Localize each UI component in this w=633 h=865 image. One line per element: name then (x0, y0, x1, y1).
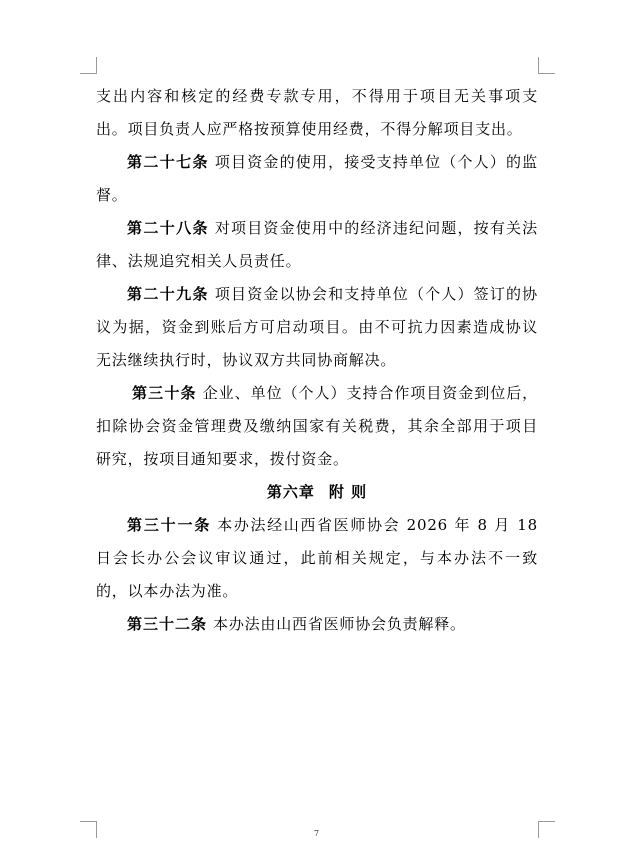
page-number: 7 (313, 829, 320, 838)
article-number: 第二十九条 (127, 285, 209, 303)
chapter-number: 第六章 (266, 483, 315, 501)
article-number: 第三十二条 (127, 615, 208, 633)
article-29 (96, 278, 538, 377)
article-text: 本办法由山西省医师协会负责解释。 (213, 615, 466, 633)
document-body (96, 80, 538, 641)
chapter-title: 附 则 (328, 483, 368, 501)
article-number: 第二十七条 (127, 153, 209, 171)
article-28 (96, 212, 538, 278)
article-text: 对项目资金使用中的经济违纪问题，按有关法律、法规追究相关人员责任。 (96, 219, 538, 270)
article-27 (96, 146, 538, 212)
article-number: 第三十一条 (127, 516, 212, 534)
continued-paragraph: 支出内容和核定的经费专款专用，不得用于项目无关事项支出。项目负责人应严格按预算使用经费，不得分解项目支出。 (96, 87, 538, 138)
crop-mark-top-right (538, 57, 555, 74)
article-number: 第二十八条 (127, 219, 209, 237)
article-number: 第三十条 (132, 384, 197, 402)
article-text: 企业、单位（个人）支持合作项目资金到位后，扣除协会资金管理费及缴纳国家有关税费，其余全部用于项目研究，按项目通知要求，拨付资金。 (96, 384, 538, 468)
article-text: 项目资金的使用，接受支持单位（个人）的监督。 (96, 153, 538, 204)
chapter-heading (96, 476, 538, 509)
article-30 (96, 377, 538, 476)
crop-mark-top-left (80, 57, 97, 74)
article-text: 项目资金以协会和支持单位（个人）签订的协议为据，资金到账后方可启动项目。由不可抗力因素造成协议无法继续执行时，协议双方共同协商解决。 (96, 285, 538, 369)
article-31 (96, 509, 538, 608)
article-32 (96, 608, 538, 641)
article-text: 本办法经山西省医师协会 2026 年 8 月 18 日会长办公会议审议通过，此前相关规定，与本办法不一致的，以本办法为准。 (96, 516, 538, 600)
